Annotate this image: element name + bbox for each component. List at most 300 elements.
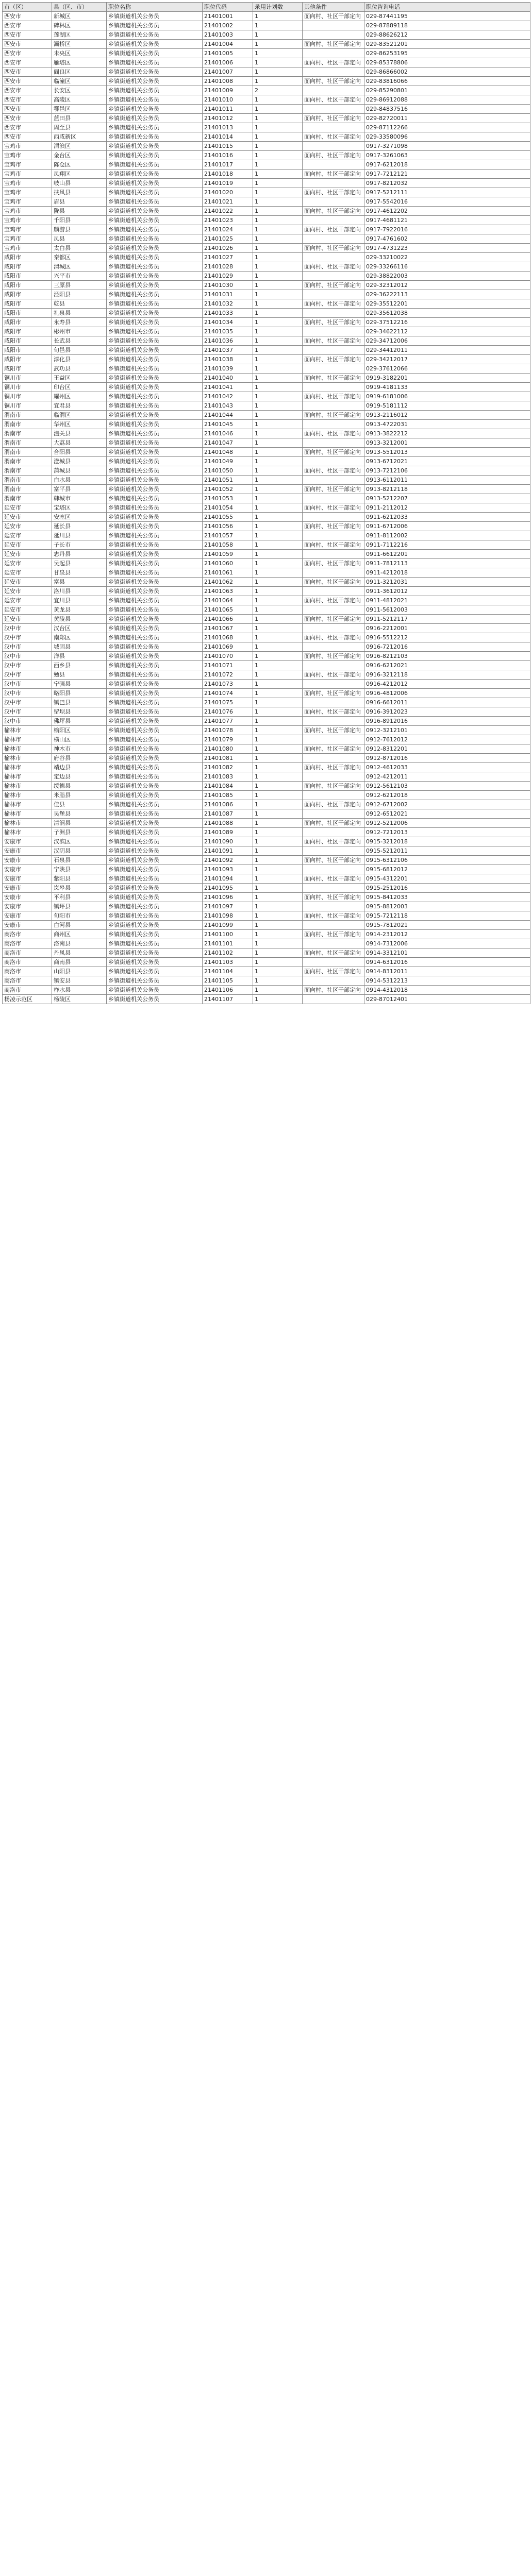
cell-hiring-count: 1 xyxy=(253,114,303,123)
cell-city: 咸阳市 xyxy=(3,290,52,299)
cell-position-code: 21401024 xyxy=(203,225,253,234)
cell-position-name: 乡镇街道机关公务员 xyxy=(107,364,203,374)
cell-other-conditions xyxy=(303,865,364,874)
cell-position-code: 21401043 xyxy=(203,401,253,411)
cell-hiring-count: 1 xyxy=(253,893,303,902)
cell-position-name: 乡镇街道机关公务员 xyxy=(107,522,203,531)
cell-position-name: 乡镇街道机关公务员 xyxy=(107,670,203,680)
table-row xyxy=(3,448,530,457)
cell-hiring-count: 1 xyxy=(253,689,303,698)
cell-phone: 0914-2312012 xyxy=(364,930,530,939)
cell-county: 神木市 xyxy=(52,744,107,754)
cell-phone: 029-86866002 xyxy=(364,67,530,77)
cell-other-conditions: 面向村、社区干部定向 xyxy=(303,12,364,21)
cell-phone: 0912-6212018 xyxy=(364,791,530,800)
cell-county: 白水县 xyxy=(52,476,107,485)
cell-city: 渭南市 xyxy=(3,494,52,503)
cell-phone: 0912-4212011 xyxy=(364,772,530,782)
table-row xyxy=(3,615,530,624)
cell-position-code: 21401063 xyxy=(203,587,253,596)
cell-hiring-count: 1 xyxy=(253,494,303,503)
cell-county: 洛南县 xyxy=(52,939,107,948)
cell-hiring-count: 1 xyxy=(253,58,303,67)
cell-position-name: 乡镇街道机关公务员 xyxy=(107,160,203,170)
cell-city: 安康市 xyxy=(3,911,52,921)
cell-position-code: 21401082 xyxy=(203,763,253,772)
cell-city: 延安市 xyxy=(3,531,52,540)
cell-position-code: 21401001 xyxy=(203,12,253,21)
cell-position-code: 21401015 xyxy=(203,142,253,151)
table-row xyxy=(3,902,530,911)
cell-position-name: 乡镇街道机关公务员 xyxy=(107,735,203,744)
cell-hiring-count: 1 xyxy=(253,531,303,540)
cell-position-code: 21401059 xyxy=(203,550,253,559)
cell-position-code: 21401036 xyxy=(203,336,253,346)
cell-position-name: 乡镇街道机关公务员 xyxy=(107,105,203,114)
cell-phone: 0917-7212121 xyxy=(364,170,530,179)
cell-position-name: 乡镇街道机关公务员 xyxy=(107,457,203,466)
cell-position-code: 21401102 xyxy=(203,948,253,958)
cell-hiring-count: 1 xyxy=(253,197,303,207)
cell-county: 淳化县 xyxy=(52,355,107,364)
cell-position-name: 乡镇街道机关公务员 xyxy=(107,49,203,58)
cell-city: 宝鸡市 xyxy=(3,179,52,188)
table-row xyxy=(3,244,530,253)
cell-other-conditions: 面向村、社区干部定向 xyxy=(303,58,364,67)
cell-position-code: 21401019 xyxy=(203,179,253,188)
table-row xyxy=(3,207,530,216)
cell-other-conditions: 面向村、社区干部定向 xyxy=(303,522,364,531)
cell-position-code: 21401020 xyxy=(203,188,253,197)
cell-position-name: 乡镇街道机关公务员 xyxy=(107,513,203,522)
header-other-conditions: 其他条件 xyxy=(303,3,364,12)
cell-phone: 0915-2512016 xyxy=(364,884,530,893)
cell-city: 汉中市 xyxy=(3,717,52,726)
cell-position-code: 21401104 xyxy=(203,967,253,976)
cell-position-code: 21401088 xyxy=(203,819,253,828)
cell-hiring-count: 1 xyxy=(253,828,303,837)
job-table xyxy=(2,2,530,1004)
cell-phone: 0915-6312106 xyxy=(364,856,530,865)
cell-city: 渭南市 xyxy=(3,485,52,494)
cell-position-code: 21401048 xyxy=(203,448,253,457)
table-row xyxy=(3,893,530,902)
cell-city: 榆林市 xyxy=(3,754,52,763)
cell-city: 汉中市 xyxy=(3,661,52,670)
cell-position-name: 乡镇街道机关公务员 xyxy=(107,578,203,587)
cell-position-code: 21401003 xyxy=(203,30,253,40)
cell-city: 咸阳市 xyxy=(3,327,52,336)
table-row xyxy=(3,318,530,327)
table-row xyxy=(3,392,530,401)
cell-phone: 0913-3212001 xyxy=(364,438,530,448)
table-row xyxy=(3,67,530,77)
table-row xyxy=(3,114,530,123)
cell-other-conditions: 面向村、社区干部定向 xyxy=(303,318,364,327)
cell-phone: 0919-5181112 xyxy=(364,401,530,411)
cell-other-conditions xyxy=(303,921,364,930)
cell-position-name: 乡镇街道机关公务员 xyxy=(107,318,203,327)
cell-county: 富县 xyxy=(52,578,107,587)
cell-position-code: 21401056 xyxy=(203,522,253,531)
cell-county: 洛川县 xyxy=(52,587,107,596)
table-row xyxy=(3,726,530,735)
cell-county: 靖边县 xyxy=(52,763,107,772)
cell-phone: 029-88626212 xyxy=(364,30,530,40)
cell-position-code: 21401054 xyxy=(203,503,253,513)
cell-other-conditions xyxy=(303,772,364,782)
cell-hiring-count: 1 xyxy=(253,49,303,58)
cell-position-code: 21401060 xyxy=(203,559,253,568)
cell-city: 榆林市 xyxy=(3,819,52,828)
cell-other-conditions xyxy=(303,995,364,1004)
cell-phone: 0913-8212118 xyxy=(364,485,530,494)
cell-city: 商洛市 xyxy=(3,939,52,948)
cell-position-code: 21401069 xyxy=(203,642,253,652)
cell-position-code: 21401005 xyxy=(203,49,253,58)
cell-other-conditions: 面向村、社区干部定向 xyxy=(303,188,364,197)
cell-position-name: 乡镇街道机关公务员 xyxy=(107,893,203,902)
cell-hiring-count: 1 xyxy=(253,40,303,49)
cell-hiring-count: 1 xyxy=(253,290,303,299)
cell-hiring-count: 1 xyxy=(253,448,303,457)
table-row xyxy=(3,86,530,95)
cell-position-name: 乡镇街道机关公务员 xyxy=(107,438,203,448)
cell-county: 澄城县 xyxy=(52,457,107,466)
cell-phone: 0917-6212018 xyxy=(364,160,530,170)
cell-phone: 0916-5512212 xyxy=(364,633,530,642)
cell-position-name: 乡镇街道机关公务员 xyxy=(107,717,203,726)
cell-city: 西安市 xyxy=(3,123,52,132)
cell-city: 咸阳市 xyxy=(3,253,52,262)
cell-position-name: 乡镇街道机关公务员 xyxy=(107,846,203,856)
cell-city: 咸阳市 xyxy=(3,299,52,309)
cell-county: 汉阴县 xyxy=(52,846,107,856)
cell-phone: 0912-7212013 xyxy=(364,828,530,837)
cell-position-name: 乡镇街道机关公务员 xyxy=(107,615,203,624)
cell-position-name: 乡镇街道机关公务员 xyxy=(107,503,203,513)
cell-phone: 029-34212017 xyxy=(364,355,530,364)
cell-phone: 0913-4722031 xyxy=(364,420,530,429)
cell-hiring-count: 1 xyxy=(253,772,303,782)
cell-city: 铜川市 xyxy=(3,374,52,383)
cell-hiring-count: 1 xyxy=(253,726,303,735)
cell-hiring-count: 1 xyxy=(253,642,303,652)
cell-county: 佛坪县 xyxy=(52,717,107,726)
cell-phone: 0917-3271098 xyxy=(364,142,530,151)
cell-hiring-count: 1 xyxy=(253,355,303,364)
cell-position-name: 乡镇街道机关公务员 xyxy=(107,336,203,346)
cell-hiring-count: 1 xyxy=(253,633,303,642)
table-row xyxy=(3,624,530,633)
cell-county: 山阳县 xyxy=(52,967,107,976)
cell-position-name: 乡镇街道机关公务员 xyxy=(107,819,203,828)
table-row xyxy=(3,846,530,856)
cell-position-code: 21401081 xyxy=(203,754,253,763)
cell-other-conditions: 面向村、社区干部定向 xyxy=(303,411,364,420)
table-row xyxy=(3,587,530,596)
cell-position-name: 乡镇街道机关公务员 xyxy=(107,355,203,364)
cell-other-conditions: 面向村、社区干部定向 xyxy=(303,262,364,272)
header-hiring-count: 录用计划数 xyxy=(253,3,303,12)
cell-position-name: 乡镇街道机关公务员 xyxy=(107,494,203,503)
cell-phone: 0914-3312101 xyxy=(364,948,530,958)
table-row xyxy=(3,346,530,355)
cell-position-name: 乡镇街道机关公务员 xyxy=(107,800,203,809)
cell-position-code: 21401004 xyxy=(203,40,253,49)
cell-position-name: 乡镇街道机关公务员 xyxy=(107,411,203,420)
cell-county: 安塞区 xyxy=(52,513,107,522)
cell-county: 石泉县 xyxy=(52,856,107,865)
cell-county: 宜君县 xyxy=(52,401,107,411)
cell-county: 眉县 xyxy=(52,197,107,207)
cell-position-name: 乡镇街道机关公务员 xyxy=(107,661,203,670)
table-row xyxy=(3,986,530,995)
table-row xyxy=(3,188,530,197)
cell-position-code: 21401038 xyxy=(203,355,253,364)
table-row xyxy=(3,856,530,865)
table-row xyxy=(3,670,530,680)
cell-other-conditions xyxy=(303,587,364,596)
cell-position-name: 乡镇街道机关公务员 xyxy=(107,624,203,633)
cell-phone: 0911-7112216 xyxy=(364,540,530,550)
table-row xyxy=(3,420,530,429)
cell-hiring-count: 1 xyxy=(253,281,303,290)
cell-hiring-count: 1 xyxy=(253,791,303,800)
cell-phone: 0911-4812021 xyxy=(364,596,530,605)
cell-phone: 0914-6312016 xyxy=(364,958,530,967)
cell-county: 潼关县 xyxy=(52,429,107,438)
cell-other-conditions: 面向村、社区干部定向 xyxy=(303,800,364,809)
table-row xyxy=(3,123,530,132)
cell-position-name: 乡镇街道机关公务员 xyxy=(107,346,203,355)
cell-hiring-count: 1 xyxy=(253,744,303,754)
cell-city: 商洛市 xyxy=(3,930,52,939)
cell-other-conditions xyxy=(303,642,364,652)
cell-position-name: 乡镇街道机关公务员 xyxy=(107,327,203,336)
cell-other-conditions xyxy=(303,30,364,40)
cell-hiring-count: 1 xyxy=(253,800,303,809)
cell-phone: 0915-3212018 xyxy=(364,837,530,846)
cell-other-conditions: 面向村、社区干部定向 xyxy=(303,707,364,717)
cell-hiring-count: 1 xyxy=(253,661,303,670)
cell-hiring-count: 1 xyxy=(253,522,303,531)
cell-county: 子洲县 xyxy=(52,828,107,837)
cell-city: 安康市 xyxy=(3,865,52,874)
cell-other-conditions: 面向村、社区干部定向 xyxy=(303,392,364,401)
cell-city: 咸阳市 xyxy=(3,346,52,355)
cell-city: 安康市 xyxy=(3,884,52,893)
cell-position-code: 21401033 xyxy=(203,309,253,318)
cell-hiring-count: 1 xyxy=(253,819,303,828)
cell-city: 渭南市 xyxy=(3,411,52,420)
cell-position-name: 乡镇街道机关公务员 xyxy=(107,401,203,411)
cell-other-conditions xyxy=(303,939,364,948)
cell-phone: 029-38822003 xyxy=(364,272,530,281)
cell-position-code: 21401099 xyxy=(203,921,253,930)
cell-hiring-count: 1 xyxy=(253,503,303,513)
cell-county: 临潼区 xyxy=(52,77,107,86)
cell-city: 铜川市 xyxy=(3,392,52,401)
cell-hiring-count: 1 xyxy=(253,921,303,930)
cell-position-name: 乡镇街道机关公务员 xyxy=(107,420,203,429)
cell-position-code: 21401045 xyxy=(203,420,253,429)
cell-city: 宝鸡市 xyxy=(3,188,52,197)
table-row xyxy=(3,355,530,364)
cell-county: 扶风县 xyxy=(52,188,107,197)
table-row xyxy=(3,503,530,513)
table-row xyxy=(3,160,530,170)
cell-hiring-count: 1 xyxy=(253,151,303,160)
cell-position-name: 乡镇街道机关公务员 xyxy=(107,170,203,179)
cell-city: 安康市 xyxy=(3,902,52,911)
cell-city: 咸阳市 xyxy=(3,336,52,346)
cell-position-code: 21401009 xyxy=(203,86,253,95)
cell-phone: 0914-4312018 xyxy=(364,986,530,995)
cell-county: 永寿县 xyxy=(52,318,107,327)
cell-position-name: 乡镇街道机关公务员 xyxy=(107,142,203,151)
cell-city: 西安市 xyxy=(3,86,52,95)
cell-hiring-count: 1 xyxy=(253,856,303,865)
cell-other-conditions xyxy=(303,197,364,207)
cell-county: 鄠邑区 xyxy=(52,105,107,114)
cell-hiring-count: 2 xyxy=(253,86,303,95)
cell-position-code: 21401058 xyxy=(203,540,253,550)
cell-city: 铜川市 xyxy=(3,401,52,411)
cell-hiring-count: 1 xyxy=(253,262,303,272)
cell-position-name: 乡镇街道机关公务员 xyxy=(107,976,203,986)
cell-city: 榆林市 xyxy=(3,744,52,754)
cell-hiring-count: 1 xyxy=(253,392,303,401)
cell-county: 印台区 xyxy=(52,383,107,392)
table-row xyxy=(3,540,530,550)
cell-county: 商南县 xyxy=(52,958,107,967)
cell-phone: 0911-3212031 xyxy=(364,578,530,587)
cell-position-code: 21401028 xyxy=(203,262,253,272)
cell-position-name: 乡镇街道机关公务员 xyxy=(107,476,203,485)
cell-position-name: 乡镇街道机关公务员 xyxy=(107,86,203,95)
cell-county: 吴起县 xyxy=(52,559,107,568)
cell-phone: 0917-4681121 xyxy=(364,216,530,225)
cell-position-code: 21401051 xyxy=(203,476,253,485)
table-row xyxy=(3,429,530,438)
cell-other-conditions: 面向村、社区干部定向 xyxy=(303,244,364,253)
cell-city: 延安市 xyxy=(3,587,52,596)
cell-position-code: 21401032 xyxy=(203,299,253,309)
cell-other-conditions: 面向村、社区干部定向 xyxy=(303,355,364,364)
cell-phone: 029-36222113 xyxy=(364,290,530,299)
cell-position-name: 乡镇街道机关公务员 xyxy=(107,253,203,262)
cell-hiring-count: 1 xyxy=(253,309,303,318)
cell-other-conditions xyxy=(303,476,364,485)
cell-phone: 0911-2112012 xyxy=(364,503,530,513)
cell-county: 雁塔区 xyxy=(52,58,107,67)
table-row xyxy=(3,327,530,336)
cell-city: 渭南市 xyxy=(3,466,52,476)
cell-position-name: 乡镇街道机关公务员 xyxy=(107,225,203,234)
table-row xyxy=(3,633,530,642)
table-row xyxy=(3,596,530,605)
cell-phone: 0911-5212117 xyxy=(364,615,530,624)
cell-position-name: 乡镇街道机关公务员 xyxy=(107,698,203,707)
cell-phone: 0913-3822212 xyxy=(364,429,530,438)
cell-position-name: 乡镇街道机关公务员 xyxy=(107,429,203,438)
cell-phone: 0915-7212118 xyxy=(364,911,530,921)
cell-city: 商洛市 xyxy=(3,967,52,976)
cell-hiring-count: 1 xyxy=(253,179,303,188)
cell-county: 甘泉县 xyxy=(52,568,107,578)
cell-hiring-count: 1 xyxy=(253,383,303,392)
cell-other-conditions xyxy=(303,105,364,114)
table-row xyxy=(3,717,530,726)
table-row xyxy=(3,253,530,262)
cell-city: 延安市 xyxy=(3,503,52,513)
cell-county: 紫阳县 xyxy=(52,874,107,884)
cell-other-conditions xyxy=(303,272,364,281)
cell-phone: 0911-6712006 xyxy=(364,522,530,531)
cell-phone: 0917-5212111 xyxy=(364,188,530,197)
cell-city: 西安市 xyxy=(3,95,52,105)
cell-position-code: 21401094 xyxy=(203,874,253,884)
cell-county: 吴堡县 xyxy=(52,809,107,819)
cell-position-code: 21401105 xyxy=(203,976,253,986)
cell-position-code: 21401072 xyxy=(203,670,253,680)
cell-phone: 0917-5542016 xyxy=(364,197,530,207)
cell-hiring-count: 1 xyxy=(253,12,303,21)
table-row xyxy=(3,170,530,179)
cell-position-code: 21401100 xyxy=(203,930,253,939)
cell-position-code: 21401053 xyxy=(203,494,253,503)
cell-position-name: 乡镇街道机关公务员 xyxy=(107,856,203,865)
cell-hiring-count: 1 xyxy=(253,207,303,216)
cell-other-conditions xyxy=(303,383,364,392)
cell-county: 镇坪县 xyxy=(52,902,107,911)
cell-position-code: 21401057 xyxy=(203,531,253,540)
cell-city: 汉中市 xyxy=(3,707,52,717)
cell-position-code: 21401106 xyxy=(203,986,253,995)
cell-position-code: 21401079 xyxy=(203,735,253,744)
cell-position-code: 21401027 xyxy=(203,253,253,262)
cell-phone: 0916-8912016 xyxy=(364,717,530,726)
cell-city: 渭南市 xyxy=(3,476,52,485)
table-row xyxy=(3,197,530,207)
cell-other-conditions xyxy=(303,290,364,299)
cell-other-conditions: 面向村、社区干部定向 xyxy=(303,856,364,865)
cell-position-code: 21401035 xyxy=(203,327,253,336)
cell-city: 西安市 xyxy=(3,67,52,77)
cell-phone: 029-86912088 xyxy=(364,95,530,105)
cell-position-name: 乡镇街道机关公务员 xyxy=(107,587,203,596)
cell-position-code: 21401008 xyxy=(203,77,253,86)
cell-other-conditions: 面向村、社区干部定向 xyxy=(303,615,364,624)
cell-other-conditions xyxy=(303,568,364,578)
cell-hiring-count: 1 xyxy=(253,874,303,884)
cell-county: 志丹县 xyxy=(52,550,107,559)
table-row xyxy=(3,485,530,494)
cell-other-conditions: 面向村、社区干部定向 xyxy=(303,689,364,698)
cell-other-conditions: 面向村、社区干部定向 xyxy=(303,819,364,828)
cell-city: 汉中市 xyxy=(3,642,52,652)
cell-city: 安康市 xyxy=(3,874,52,884)
cell-county: 秦都区 xyxy=(52,253,107,262)
cell-position-name: 乡镇街道机关公务员 xyxy=(107,290,203,299)
cell-county: 镇巴县 xyxy=(52,698,107,707)
cell-other-conditions: 面向村、社区干部定向 xyxy=(303,670,364,680)
cell-county: 柞水县 xyxy=(52,986,107,995)
table-row xyxy=(3,800,530,809)
table-row xyxy=(3,309,530,318)
cell-position-code: 21401062 xyxy=(203,578,253,587)
